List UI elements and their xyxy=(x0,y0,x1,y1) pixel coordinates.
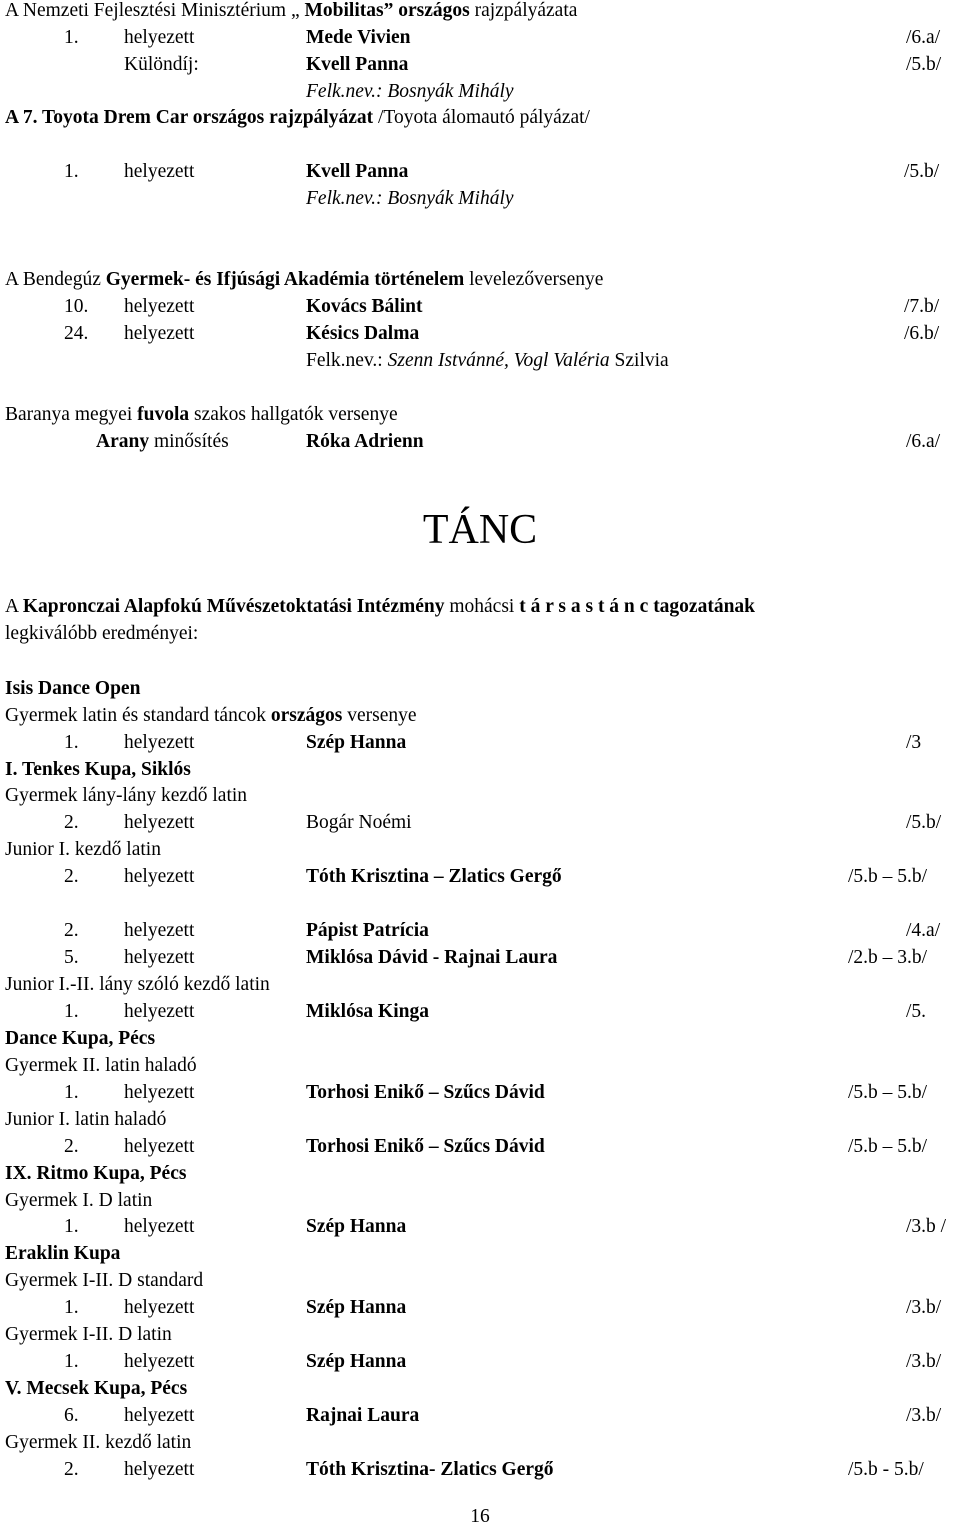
teacher-name: Szenn Istvánné, Vogl Valéria xyxy=(387,350,610,371)
class-label: /3.b / xyxy=(906,1216,947,1237)
event-title: V. Mecsek Kupa, Pécs xyxy=(5,1378,188,1399)
class-label: /6.a/ xyxy=(906,27,941,48)
rank-number: 2. xyxy=(64,812,79,833)
teacher-name: Felk.nev.: Bosnyák Mihály xyxy=(306,188,514,209)
class-label: /4.a/ xyxy=(906,920,941,941)
intro-line-1 xyxy=(5,593,755,620)
rank-label: helyezett xyxy=(124,812,195,833)
class-label: /5.b/ xyxy=(906,54,942,75)
event-category: Junior I. kezdő latin xyxy=(5,839,161,860)
event-category: Junior I.-II. lány szóló kezdő latin xyxy=(5,974,270,995)
winner-name: Tóth Krisztina- Zlatics Gergő xyxy=(306,1459,554,1480)
class-label: /5.b/ xyxy=(906,812,942,833)
class-label: /5.b – 5.b/ xyxy=(848,866,928,887)
winner-name: Pápist Patrícia xyxy=(306,920,429,941)
intro-text: mohácsi xyxy=(444,596,520,617)
rank-number: 2. xyxy=(64,866,79,887)
event-category: Gyermek I-II. D latin xyxy=(5,1324,172,1345)
rank-number: 1. xyxy=(64,27,79,48)
class-label: /5. xyxy=(906,1001,927,1022)
rank-label: helyezett xyxy=(124,1082,195,1103)
title-bold: országos xyxy=(393,0,470,21)
rank-label: helyezett xyxy=(124,1001,195,1022)
title-text: /Toyota álomautó pályázat/ xyxy=(373,107,590,128)
rank-label: helyezett xyxy=(124,296,195,317)
winner-name: Róka Adrienn xyxy=(306,431,424,452)
rank-number: 1. xyxy=(64,1216,79,1237)
event-category: Gyermek II. latin haladó xyxy=(5,1055,197,1076)
rank-label: helyezett xyxy=(124,27,195,48)
event-category: Gyermek II. kezdő latin xyxy=(5,1432,192,1453)
class-label: /5.b/ xyxy=(904,161,940,182)
section-title-toyota xyxy=(5,104,590,131)
rank-label: helyezett xyxy=(124,1136,195,1157)
rank-number: 5. xyxy=(64,947,79,968)
class-label: /2.b – 3.b/ xyxy=(848,947,928,968)
winner-name: Mede Vivien xyxy=(306,27,411,48)
category-text: Gyermek latin és standard táncok xyxy=(5,705,271,726)
event-category: Gyermek I-II. D standard xyxy=(5,1270,204,1291)
rank-label: helyezett xyxy=(124,161,195,182)
section-heading: TÁNC xyxy=(422,507,538,553)
title-text: rajzpályázata xyxy=(469,0,578,21)
event-title: I. Tenkes Kupa, Siklós xyxy=(5,759,191,780)
rank-label: helyezett xyxy=(124,866,195,887)
class-label: /3.b/ xyxy=(906,1405,942,1426)
class-label: /3.b/ xyxy=(906,1351,942,1372)
class-label: /3 xyxy=(906,732,922,753)
class-label: /5.b – 5.b/ xyxy=(848,1082,928,1103)
rank-number: 2. xyxy=(64,920,79,941)
rank-label: helyezett xyxy=(124,323,195,344)
class-label: /6.a/ xyxy=(906,431,941,452)
teacher-prefix: Felk.nev.: xyxy=(306,350,388,371)
rank-label: helyezett xyxy=(124,1405,195,1426)
winner-name: Bogár Noémi xyxy=(306,812,412,833)
winner-name: Kvell Panna xyxy=(306,54,409,75)
rank-label: helyezett xyxy=(124,732,195,753)
event-category: Gyermek I. D latin xyxy=(5,1190,153,1211)
rank-label: helyezett xyxy=(124,1216,195,1237)
rank-label: helyezett xyxy=(124,920,195,941)
winner-name: Szép Hanna xyxy=(306,1297,407,1318)
rank-number: 1. xyxy=(64,1297,79,1318)
winner-name: Kvell Panna xyxy=(306,161,409,182)
rank-number: 1. xyxy=(64,1001,79,1022)
event-title: Dance Kupa, Pécs xyxy=(5,1028,156,1049)
section-title-mobilitas xyxy=(5,0,577,24)
class-label: /5.b - 5.b/ xyxy=(848,1459,924,1480)
class-label: /5.b – 5.b/ xyxy=(848,1136,928,1157)
winner-name: Szép Hanna xyxy=(306,1216,407,1237)
rank-number: 2. xyxy=(64,1459,79,1480)
page-number: 16 xyxy=(470,1506,490,1527)
event-title: IX. Ritmo Kupa, Pécs xyxy=(5,1163,187,1184)
rank-label: helyezett xyxy=(124,1459,195,1480)
rank-number: 1. xyxy=(64,732,79,753)
winner-name: Szép Hanna xyxy=(306,732,407,753)
intro-text: A xyxy=(5,596,23,617)
event-category: Junior I. latin haladó xyxy=(5,1109,167,1130)
title-text: Baranya megyei xyxy=(5,404,138,425)
rating-text: minősítés xyxy=(149,431,229,452)
winner-name: Torhosi Enikő – Szűcs Dávid xyxy=(306,1136,545,1157)
section-title-fuvola xyxy=(5,401,398,428)
winner-name: Késics Dalma xyxy=(306,323,420,344)
winner-name: Kovács Bálint xyxy=(306,296,423,317)
category-bold: országos xyxy=(270,705,343,726)
rank-label: helyezett xyxy=(124,1351,195,1372)
event-category: Gyermek lány-lány kezdő latin xyxy=(5,785,248,806)
intro-bold: tagozatának xyxy=(648,596,756,617)
title-bold: Mobilitas” xyxy=(304,0,394,21)
intro-line-2: legkiválóbb eredményei: xyxy=(5,623,199,644)
section-title-bendeguz xyxy=(5,266,603,293)
teacher-line xyxy=(306,347,669,374)
rank-number: 6. xyxy=(64,1405,79,1426)
rank-number: 24. xyxy=(64,323,89,344)
title-text: szakos hallgatók versenye xyxy=(189,404,398,425)
winner-name: Miklósa Kinga xyxy=(306,1001,429,1022)
event-category xyxy=(5,702,417,729)
class-label: /6.b/ xyxy=(904,323,940,344)
rank-number: 1. xyxy=(64,161,79,182)
title-bold: fuvola xyxy=(137,404,190,425)
rank-label: helyezett xyxy=(124,947,195,968)
winner-name: Tóth Krisztina – Zlatics Gergő xyxy=(306,866,562,887)
winner-name: Torhosi Enikő – Szűcs Dávid xyxy=(306,1082,545,1103)
title-bold: Gyermek- és Ifjúsági Akadémia történelem xyxy=(105,269,465,290)
rank-label: Különdíj: xyxy=(124,54,199,75)
teacher-name: Felk.nev.: Bosnyák Mihály xyxy=(306,81,514,102)
rating-label xyxy=(96,428,229,455)
rank-number: 10. xyxy=(64,296,89,317)
rating-bold: Arany xyxy=(96,431,150,452)
title-text: A Nemzeti Fejlesztési Minisztérium „ xyxy=(5,0,305,21)
class-label: /3.b/ xyxy=(906,1297,942,1318)
department-name: t á r s a s t á n c xyxy=(519,596,649,617)
rank-label: helyezett xyxy=(124,1297,195,1318)
title-text: levelezőversenye xyxy=(464,269,604,290)
winner-name: Szép Hanna xyxy=(306,1351,407,1372)
title-bold: A 7. Toyota Drem Car országos rajzpályázat xyxy=(5,107,374,128)
winner-name: Miklósa Dávid - Rajnai Laura xyxy=(306,947,558,968)
class-label: /7.b/ xyxy=(904,296,940,317)
rank-number: 1. xyxy=(64,1351,79,1372)
teacher-name: Szilvia xyxy=(609,350,669,371)
event-title: Isis Dance Open xyxy=(5,678,141,699)
rank-number: 2. xyxy=(64,1136,79,1157)
winner-name: Rajnai Laura xyxy=(306,1405,420,1426)
event-title: Eraklin Kupa xyxy=(5,1243,121,1264)
rank-number: 1. xyxy=(64,1082,79,1103)
category-text: versenye xyxy=(342,705,417,726)
institution-name: Kapronczai Alapfokú Művészetoktatási Intézmény xyxy=(22,596,445,617)
title-text: A Bendegúz xyxy=(5,269,106,290)
